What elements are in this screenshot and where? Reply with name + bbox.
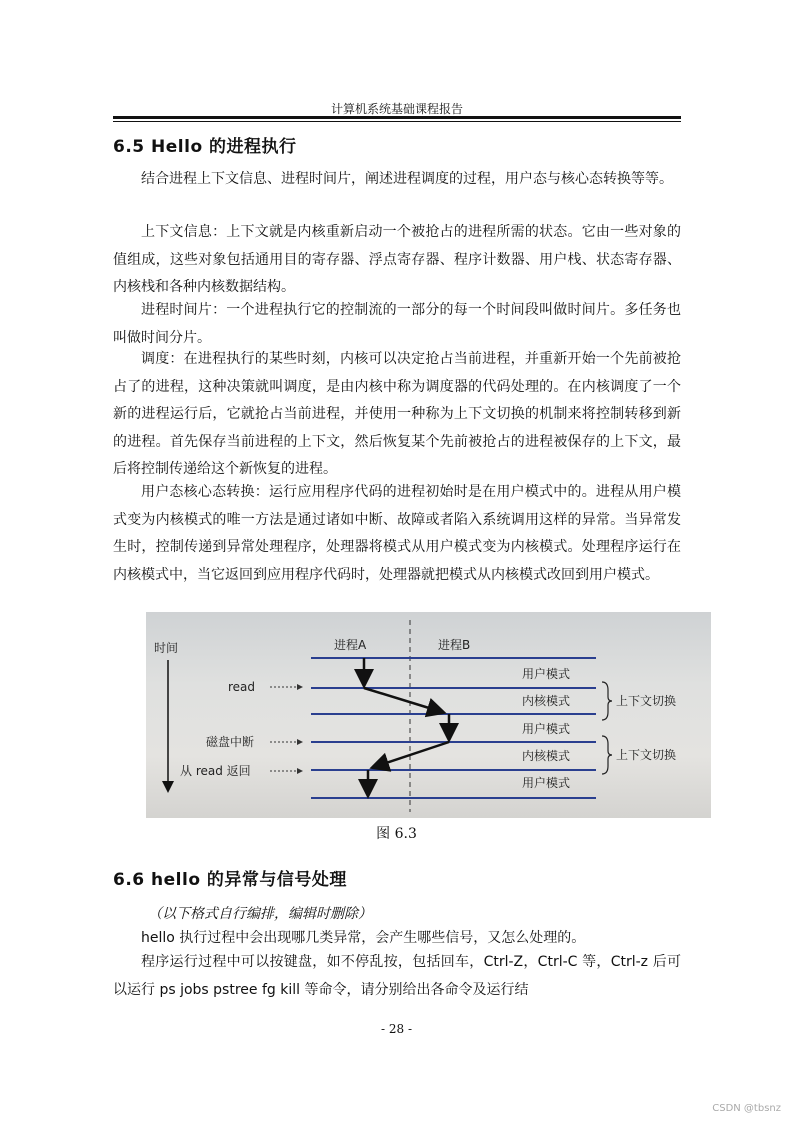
event-label-read: read <box>228 680 256 694</box>
flow-arrow-a-to-b <box>364 688 442 712</box>
figure-caption: 图 6.3 <box>376 826 417 842</box>
report-header: 计算机系统基础课程报告 <box>330 102 463 116</box>
mode-label-kernel-1: 内核模式 <box>522 694 571 708</box>
csdn-watermark: CSDN @tbsnz <box>712 1103 781 1114</box>
section-heading-6-5: 6.5 Hello 的进程执行 <box>113 137 297 157</box>
mode-label-user-1: 用户模式 <box>522 667 571 681</box>
flow-arrow-b-to-a <box>374 742 449 767</box>
event-label-read-return: 从 read 返回 <box>180 764 251 778</box>
header-rule-thin <box>113 121 681 122</box>
paragraph-context-info: 上下文信息：上下文就是内核重新启动一个被抢占的进程所需的状态。它由一些对象的值组成，这些对象包括通用目的寄存器、浮点寄存器、程序计数器、用户栈、状态寄存器、内核栈和各种内核数据结构。 <box>113 224 681 295</box>
context-switch-label-1: 上下文切换 <box>616 694 677 708</box>
mode-label-user-3: 用户模式 <box>522 776 571 790</box>
paragraph-intro: 结合进程上下文信息、进程时间片，阐述进程调度的过程，用户态与核心态转换等等。 <box>141 171 673 187</box>
paragraph-keyboard-commands: 程序运行过程中可以按键盘，如不停乱按，包括回车，Ctrl-Z，Ctrl-C 等，Ctrl-z 后可以运行 ps jobs pstree fg kill 等命令，请分别给出各命令及运行结 <box>113 954 681 998</box>
context-switch-label-2: 上下文切换 <box>616 748 677 762</box>
context-switch-brace-1 <box>602 682 612 720</box>
paragraph-exceptions-question: hello 执行过程中会出现哪几类异常，会产生哪些信号，又怎么处理的。 <box>141 930 586 946</box>
paragraph-scheduling: 调度：在进程执行的某些时刻，内核可以决定抢占当前进程，并重新开始一个先前被抢占了的进程，这种决策就叫调度，是由内核中称为调度器的代码处理的。在内核调度了一个新的进程运行后，它就抢占当前进程，并使用一种称为上下文切换的机制来将控制转移到新的进程。首先保存当前进程的上下文，然后恢复某个先前被抢占的进程被保存的上下文，最后将控制传递给这个新恢复的进程。 <box>113 351 681 477</box>
event-label-disk-interrupt: 磁盘中断 <box>206 735 255 749</box>
context-switch-figure <box>146 612 711 818</box>
process-b-label: 进程B <box>438 638 471 652</box>
time-axis-label: 时间 <box>154 641 179 655</box>
page-number: - 28 - <box>380 1022 412 1036</box>
paragraph-mode-switch: 用户态核心态转换：运行应用程序代码的进程初始时是在用户模式中的。进程从用户模式变为内核模式的唯一方法是通过诸如中断、故障或者陷入系统调用这样的异常。当异常发生时，控制传递到异常处理程序，处理器将模式从用户模式变为内核模式。处理程序运行在内核模式中，当它返回到应用程序代码时，处理器就把模式从内核模式改回到用户模式。 <box>113 484 681 583</box>
mode-label-user-2: 用户模式 <box>522 722 571 736</box>
editing-note: （以下格式自行编排，编辑时删除） <box>148 906 372 922</box>
process-a-label: 进程A <box>334 638 367 652</box>
paragraph-time-slice: 进程时间片：一个进程执行它的控制流的一部分的每一个时间段叫做时间片。多任务也叫做时间分片。 <box>113 302 681 346</box>
mode-label-kernel-2: 内核模式 <box>522 749 571 763</box>
header-rule-thick <box>113 116 681 119</box>
context-switch-brace-2 <box>602 736 612 774</box>
section-heading-6-6: 6.6 hello 的异常与信号处理 <box>113 870 347 890</box>
